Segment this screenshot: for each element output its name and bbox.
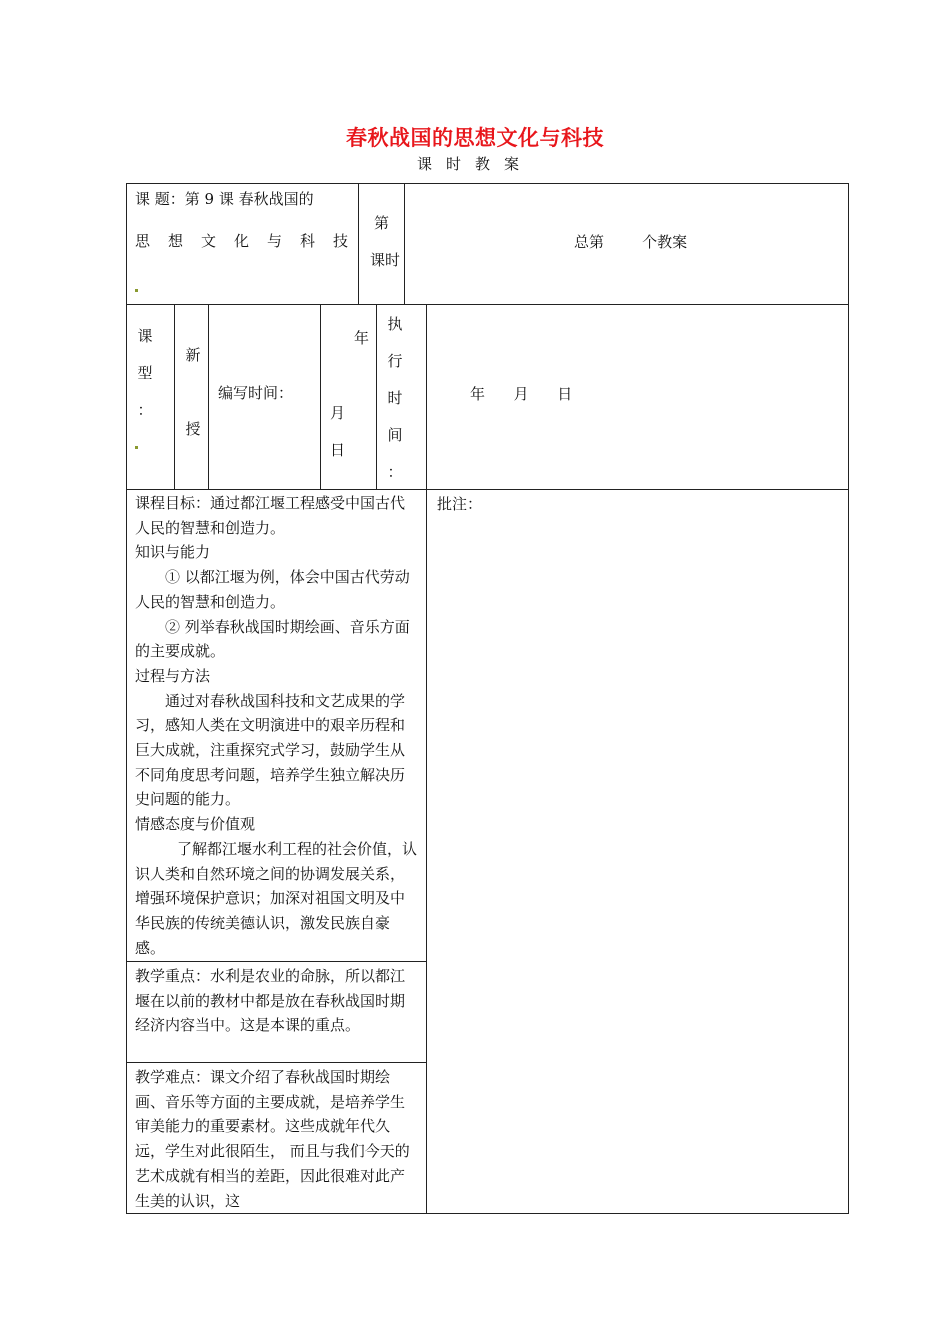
table-row-divider	[126, 961, 427, 962]
difficult-point: 教学难点：课文介绍了春秋战国时期绘画、音乐等方面的主要成就，是培养学生审美能力的重要素材。这些成就年代久远，学生对此很陌生， 而且与我们今天的艺术成就有相当的差距，因此很难对此产生美的认识，这	[135, 1068, 410, 1210]
knowledge-item-2: ② 列举春秋战国时期绘画、音乐方面的主要成就。	[135, 617, 410, 661]
period-label-top: 第	[374, 214, 390, 232]
table-border-right	[848, 183, 849, 1214]
table-col-divider	[404, 183, 405, 304]
emotion-text: 了解都江堰水利工程的社会价值，认识人类和自然环境之间的协调发展关系，增强环境保护意识；加深对祖国文明及中华民族的传统美德认识，激发民族自豪感。	[135, 839, 418, 957]
lesson-type-label: 课 型 ：	[137, 327, 153, 419]
table-col-divider	[376, 304, 377, 489]
period-label-bottom: 课时	[370, 251, 401, 269]
knowledge-title: 知识与能力	[135, 543, 211, 562]
marker-dot	[134, 268, 139, 292]
table-border-top	[126, 183, 849, 184]
table-border-left	[126, 183, 127, 1214]
total-plan-count: 总第 个教案	[574, 233, 688, 251]
table-row-divider	[126, 304, 849, 305]
emotion-title: 情感态度与价值观	[135, 815, 256, 834]
document-subtitle: 课时教案	[416, 155, 533, 173]
process-title: 过程与方法	[135, 666, 211, 685]
process-text: 通过对春秋战国科技和文艺成果的学习，感知人类在文明演进中的艰辛历程和巨大成就，注重探究式学习，鼓励学生从不同角度思考问题，培养学生独立解决历史问题的能力。	[135, 691, 406, 809]
table-col-divider	[426, 304, 427, 1214]
marker-dot	[134, 425, 139, 449]
table-row-divider	[126, 1062, 427, 1063]
course-goals	[135, 491, 419, 960]
key-point: 教学重点：水利是农业的命脉，所以都江堰在以前的教材中都是放在春秋战国时期经济内容当中。这是本课的重点。	[135, 967, 406, 1035]
exec-time-label: 执 行 时 间 ：	[387, 315, 403, 481]
table-col-divider	[208, 304, 209, 489]
document-title: 春秋战国的思想文化与科技	[346, 126, 604, 150]
table-row-divider	[126, 489, 849, 490]
write-day: 日	[330, 441, 346, 459]
goals-heading: 课程目标：通过都江堰工程感受中国古代人民的智慧和创造力。	[135, 494, 406, 537]
table-col-divider	[174, 304, 175, 489]
write-year: 年	[354, 329, 370, 347]
topic-line-1: 课 题：第 9 课 春秋战国的	[135, 190, 314, 208]
topic-line-2: 思想文化与科技	[135, 232, 367, 250]
write-time-label: 编写时间：	[218, 384, 294, 402]
write-month: 月	[330, 404, 346, 422]
knowledge-item-1: ① 以都江堰为例，体会中国古代劳动人民的智慧和创造力。	[135, 568, 410, 611]
table-col-divider	[320, 304, 321, 489]
notes-label: 批注：	[437, 495, 483, 513]
exec-date: 年 月 日	[470, 385, 573, 403]
lesson-type-value: 新 授	[185, 346, 201, 438]
